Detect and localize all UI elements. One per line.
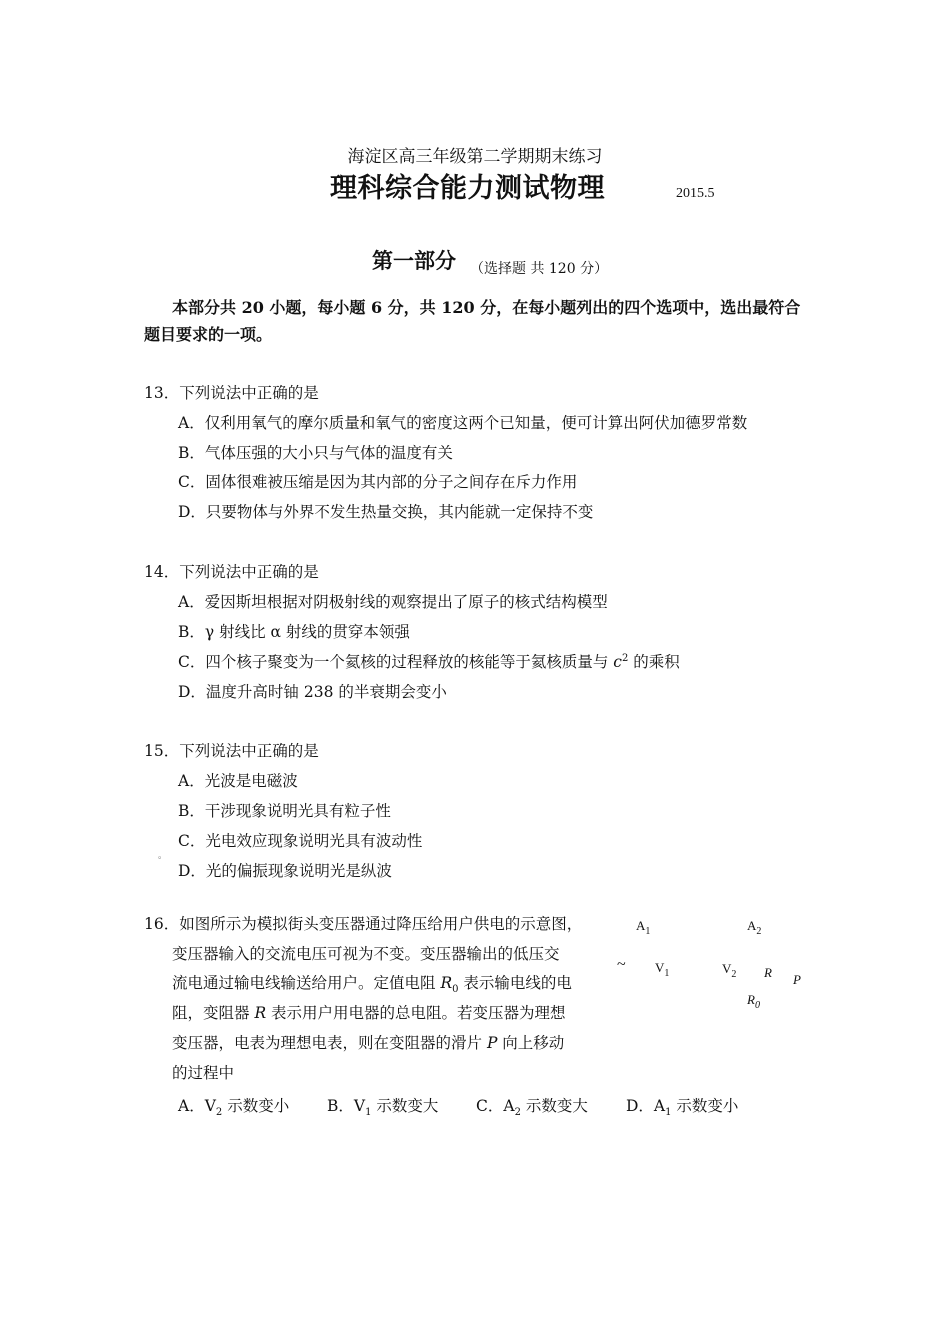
subscript: 1	[365, 1107, 372, 1118]
question-15-option-a: A．光波是电磁波	[178, 772, 298, 790]
question-16-line-4	[172, 1001, 566, 1023]
line-resistor-label: $R_0$	[747, 992, 760, 1011]
question-16-line-2: 变压器输入的交流电压可视为不变。变压器输出的低压交	[172, 945, 560, 963]
subscript: 2	[215, 1107, 223, 1118]
text: A．V	[178, 1097, 216, 1115]
exponent: 2	[621, 653, 629, 664]
rheostat-symbol: R	[254, 1004, 267, 1022]
question-13-option-a: A．仅利用氧气的摩尔质量和氧气的密度这两个已知量，便可计算出阿伏加德罗常数	[178, 414, 748, 432]
question-15-option-d: D．光的偏振现象说明光是纵波	[178, 862, 392, 880]
subscript: 2	[731, 969, 737, 980]
stray-mark: 。	[158, 851, 168, 861]
voltmeter-v1-label: $V_1$	[655, 960, 670, 979]
instructions-line-2: 题目要求的一项。	[144, 325, 273, 344]
subscript: 0	[754, 1000, 760, 1011]
question-16-line-1: 16．如图所示为模拟街头变压器通过降压给用户供电的示意图，	[144, 915, 583, 933]
rheostat-label: R	[764, 965, 772, 980]
question-14-option-a: A．爱因斯坦根据对阴极射线的观察提出了原子的核式结构模型	[178, 593, 608, 611]
text: 示数变小	[671, 1097, 739, 1115]
ammeter-a2-label: $A_2$	[747, 918, 762, 937]
slider-symbol: P	[486, 1034, 498, 1052]
question-15-option-b: B．干涉现象说明光具有粒子性	[178, 802, 391, 820]
question-16-option-a	[178, 1094, 289, 1116]
text: 示数变小	[222, 1097, 290, 1115]
part-title: 第一部分	[372, 248, 456, 273]
question-16-option-c	[476, 1094, 588, 1116]
text: 阻，变阻器	[172, 1004, 255, 1022]
question-16-line-6: 的过程中	[172, 1064, 235, 1082]
part-note: （选择题 共 120 分）	[470, 261, 609, 277]
text: 示数变大	[371, 1097, 439, 1115]
ac-source-symbol: ~	[617, 956, 626, 973]
text: 变压器，电表为理想电表，则在变阻器的滑片	[172, 1034, 487, 1052]
question-15-stem: 15．下列说法中正确的是	[144, 742, 319, 760]
text: D．A	[626, 1097, 666, 1115]
question-13-stem: 13．下列说法中正确的是	[144, 384, 319, 402]
question-13-option-c: C．固体很难被压缩是因为其内部的分子之间存在斥力作用	[178, 473, 578, 491]
question-14-option-d: D．温度升高时铀 238 的半衰期会变小	[178, 683, 447, 701]
text: 向上移动	[497, 1034, 565, 1052]
question-16-option-b	[327, 1094, 438, 1116]
question-14-option-c	[178, 650, 680, 672]
text: B．V	[327, 1097, 366, 1115]
slider-label: P	[793, 972, 801, 987]
exam-subtitle: 海淀区高三年级第二学期期末练习	[347, 147, 603, 167]
subscript: 1	[645, 926, 651, 937]
subscript: 1	[665, 1107, 672, 1118]
instructions-line-1: 本部分共 20 小题，每小题 6 分，共 120 分，在每小题列出的四个选项中，选出最符合	[172, 298, 801, 317]
question-16-option-d	[626, 1094, 738, 1116]
option-text: C．四个核子聚变为一个氦核的过程释放的核能等于氦核质量与	[178, 653, 614, 671]
question-15-option-c: C．光电效应现象说明光具有波动性	[178, 832, 423, 850]
subscript: 1	[664, 968, 670, 979]
subscript: 2	[514, 1107, 521, 1118]
text: 表示输电线的电	[458, 974, 572, 992]
question-16-line-3	[172, 971, 572, 993]
exam-title: 理科综合能力测试物理	[330, 173, 605, 204]
question-16-line-5	[172, 1031, 564, 1053]
exam-date: 2015.5	[676, 186, 715, 201]
text: C．A	[476, 1097, 515, 1115]
option-text: 的乘积	[628, 653, 680, 671]
speed-of-light-symbol: c	[613, 653, 622, 671]
resistor-symbol: R	[440, 974, 453, 992]
question-13-option-d: D．只要物体与外界不发生热量交换，其内能就一定保持不变	[178, 503, 594, 521]
question-14-option-b: B．γ 射线比 α 射线的贯穿本领强	[178, 623, 410, 641]
question-13-option-b: B．气体压强的大小只与气体的温度有关	[178, 444, 453, 462]
subscript: 0	[452, 984, 459, 995]
text: 示数变大	[520, 1097, 588, 1115]
subscript: 2	[756, 926, 762, 937]
ammeter-a1-label: $A_1$	[636, 918, 651, 937]
text: 表示用户用电器的总电阻。若变压器为理想	[266, 1004, 566, 1022]
text: 流电通过输电线输送给用户。定值电阻	[172, 974, 441, 992]
voltmeter-v2-label: $V_2$	[722, 961, 737, 980]
question-14-stem: 14．下列说法中正确的是	[144, 563, 319, 581]
